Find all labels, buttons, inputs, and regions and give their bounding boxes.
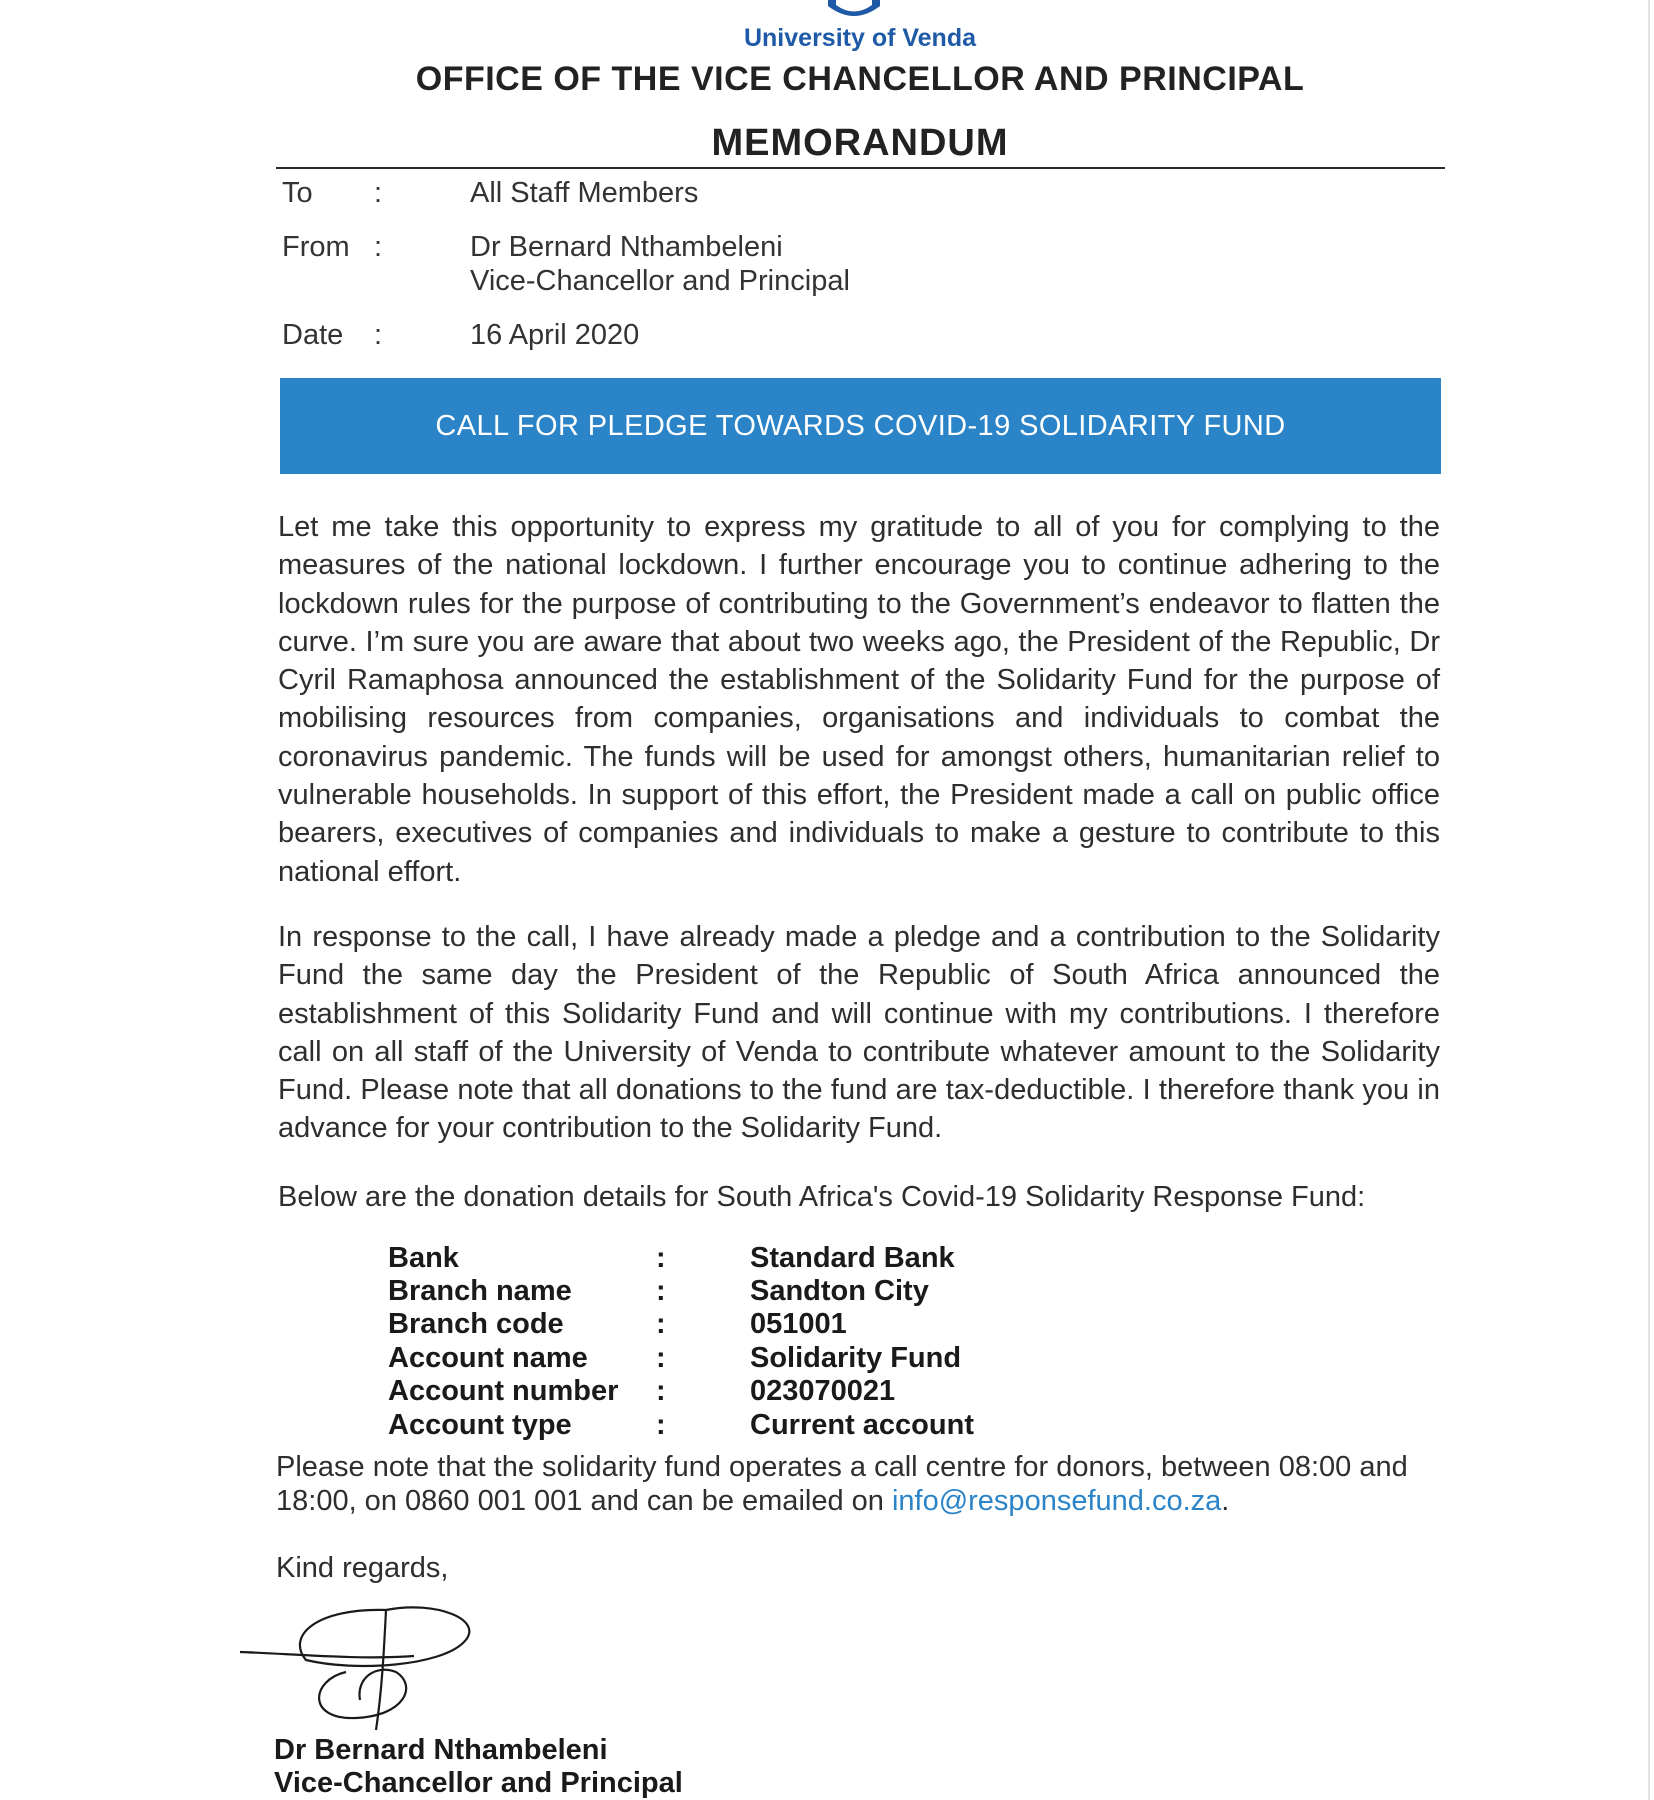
from-name: Dr Bernard Nthambeleni [470, 231, 783, 263]
bank-detail-separator: : [656, 1275, 666, 1307]
date-separator: : [374, 319, 383, 351]
bank-detail-separator: : [656, 1308, 666, 1340]
email-link[interactable]: info@responsefund.co.za [891, 1485, 1222, 1517]
bank-detail-label: Branch name [388, 1275, 572, 1307]
handwritten-signature [236, 1580, 486, 1750]
bank-detail-label: Branch code [388, 1308, 564, 1340]
date-label: Date [282, 319, 344, 351]
body-paragraph-2: In response to the call, I have already made a pledge and a contribution to the Solidarity Fund the same day the President of the Republic of South Africa announced the establishment of this Solidarity Fund and will continue with my contributions. I therefore call on all staff of the University of Venda to contribute whatever amount to the Solidarity Fund. Please note that all donations to the fund are tax-deductible. I therefore thank you in advance for your contribution to the Solidarity Fund. [278, 921, 1440, 1145]
bank-detail-separator: : [656, 1342, 666, 1374]
signatory-name: Dr Bernard Nthambeleni [274, 1734, 608, 1766]
office-title: OFFICE OF THE VICE CHANCELLOR AND PRINCIPAL [415, 60, 1305, 98]
body-paragraph-3: Below are the donation details for South Africa's Covid-19 Solidarity Response Fund: [278, 1181, 1366, 1213]
bank-detail-separator: : [656, 1375, 666, 1407]
to-separator: : [374, 177, 383, 209]
to-label: To [282, 177, 313, 209]
to-value: All Staff Members [470, 177, 699, 209]
closing-salutation: Kind regards, [276, 1552, 449, 1584]
signatory-title: Vice-Chancellor and Principal [274, 1767, 683, 1799]
bank-detail-label: Account type [388, 1409, 572, 1441]
university-name: University of Venda [743, 24, 977, 52]
from-title: Vice-Chancellor and Principal [470, 265, 850, 297]
bank-detail-value: Solidarity Fund [750, 1342, 962, 1374]
document-type-title: MEMORANDUM [711, 122, 1009, 164]
bank-detail-label: Account name [388, 1342, 588, 1374]
subject-banner: CALL FOR PLEDGE TOWARDS COVID-19 SOLIDARITY FUND [280, 378, 1441, 474]
bank-detail-label: Account number [388, 1375, 619, 1407]
from-separator: : [374, 231, 383, 263]
university-logo-icon [822, 0, 886, 20]
bank-detail-value: 051001 [750, 1308, 847, 1340]
bank-detail-value: Standard Bank [750, 1242, 955, 1274]
bank-detail-value: 023070021 [750, 1375, 896, 1407]
bank-detail-label: Bank [388, 1242, 459, 1274]
date-value: 16 April 2020 [470, 319, 640, 351]
bank-detail-separator: : [656, 1242, 666, 1274]
bank-detail-value: Current account [750, 1409, 974, 1441]
title-divider [276, 167, 1445, 169]
bank-detail-value: Sandton City [750, 1275, 929, 1307]
body-paragraph-1: Let me take this opportunity to express my gratitude to all of you for complying to the measures of the national lockdown. I further encourage you to continue adhering to the lockdown rules for the purpose of contributing to the Government’s endeavor to flatten the curve. I’m sure you are aware that about two weeks ago, the President of the Republic, Dr Cyril Ramaphosa announced the establishment of the Solidarity Fund for the purpose of mobilising resources from companies, organisations and individuals to combat the coronavirus pandemic. The funds will be used for amongst others, humanitarian relief to vulnerable households. In support of this effort, the President made a call on public office bearers, executives of companies and individuals to make a gesture to contribute to this national effort. [278, 511, 1440, 888]
note-end: . [1221, 1485, 1230, 1517]
from-label: From [282, 231, 350, 263]
note-text: Please note that the solidarity fund operates a call centre for donors, between 08:00 and 18:00, on 0860 001 001 and can be emailed on [276, 1451, 1408, 1517]
scan-edge-divider [1648, 0, 1650, 1800]
bank-detail-separator: : [656, 1409, 666, 1441]
call-centre-note [276, 1450, 1446, 1518]
